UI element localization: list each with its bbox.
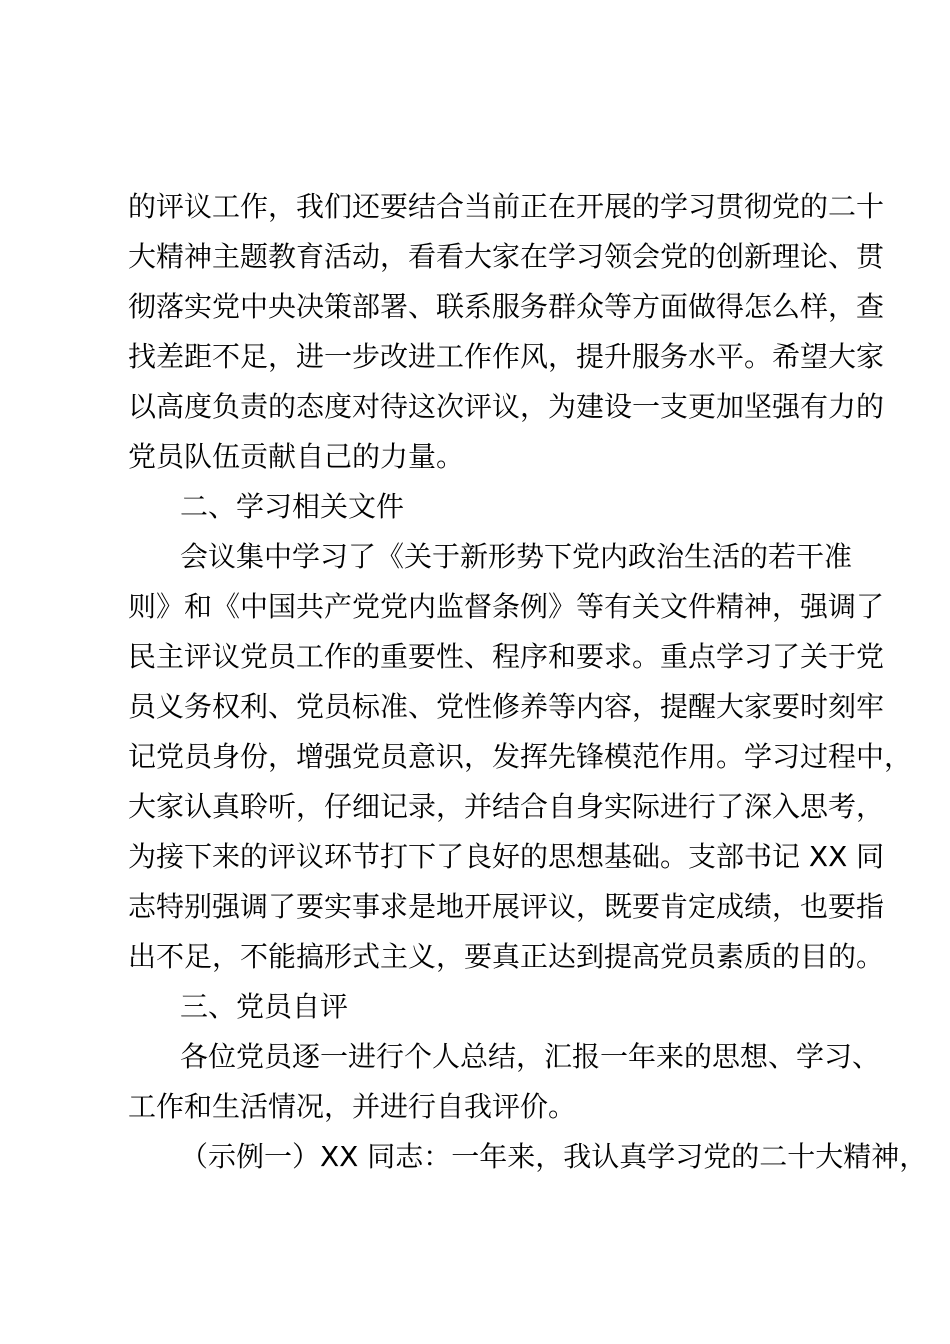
paragraph-line: 会议集中学习了《关于新形势下党内政治生活的若干准 bbox=[180, 540, 853, 573]
paragraph-line: 以高度负责的态度对待这次评议，为建设一支更加坚强有力的 bbox=[128, 390, 885, 423]
paragraph-line: 出不足，不能搞形式主义，要真正达到提高党员素质的目的。 bbox=[128, 940, 885, 973]
paragraph-line: 找差距不足，进一步改进工作作风，提升服务水平。希望大家 bbox=[128, 340, 885, 373]
paragraph-line: 彻落实党中央决策部署、联系服务群众等方面做得怎么样，查 bbox=[128, 290, 885, 323]
paragraph-line: （示例一）XX 同志：一年来，我认真学习党的二十大精神， bbox=[180, 1140, 928, 1173]
paragraph-line: 志特别强调了要实事求是地开展评议，既要肯定成绩，也要指 bbox=[128, 890, 885, 923]
paragraph-line: 大家认真聆听，仔细记录，并结合自身实际进行了深入思考， bbox=[128, 790, 885, 823]
paragraph-line: 的评议工作，我们还要结合当前正在开展的学习贯彻党的二十 bbox=[128, 190, 885, 223]
section-heading: 二、学习相关文件 bbox=[180, 490, 405, 523]
paragraph-line: 为接下来的评议环节打下了良好的思想基础。支部书记 XX 同 bbox=[128, 840, 885, 873]
paragraph-line: 记党员身份，增强党员意识，发挥先锋模范作用。学习过程中， bbox=[128, 740, 913, 773]
paragraph-line: 各位党员逐一进行个人总结，汇报一年来的思想、学习、 bbox=[180, 1040, 881, 1073]
section-heading: 三、党员自评 bbox=[180, 990, 349, 1023]
paragraph-line: 工作和生活情况，并进行自我评价。 bbox=[128, 1090, 577, 1123]
paragraph-line: 大精神主题教育活动，看看大家在学习领会党的创新理论、贯 bbox=[128, 240, 885, 273]
paragraph-line: 则》和《中国共产党党内监督条例》等有关文件精神，强调了 bbox=[128, 590, 885, 623]
body-text bbox=[128, 182, 928, 1182]
paragraph-line: 民主评议党员工作的重要性、程序和要求。重点学习了关于党 bbox=[128, 640, 885, 673]
paragraph-line: 党员队伍贡献自己的力量。 bbox=[128, 440, 465, 473]
paragraph-line: 员义务权利、党员标准、党性修养等内容，提醒大家要时刻牢 bbox=[128, 690, 885, 723]
